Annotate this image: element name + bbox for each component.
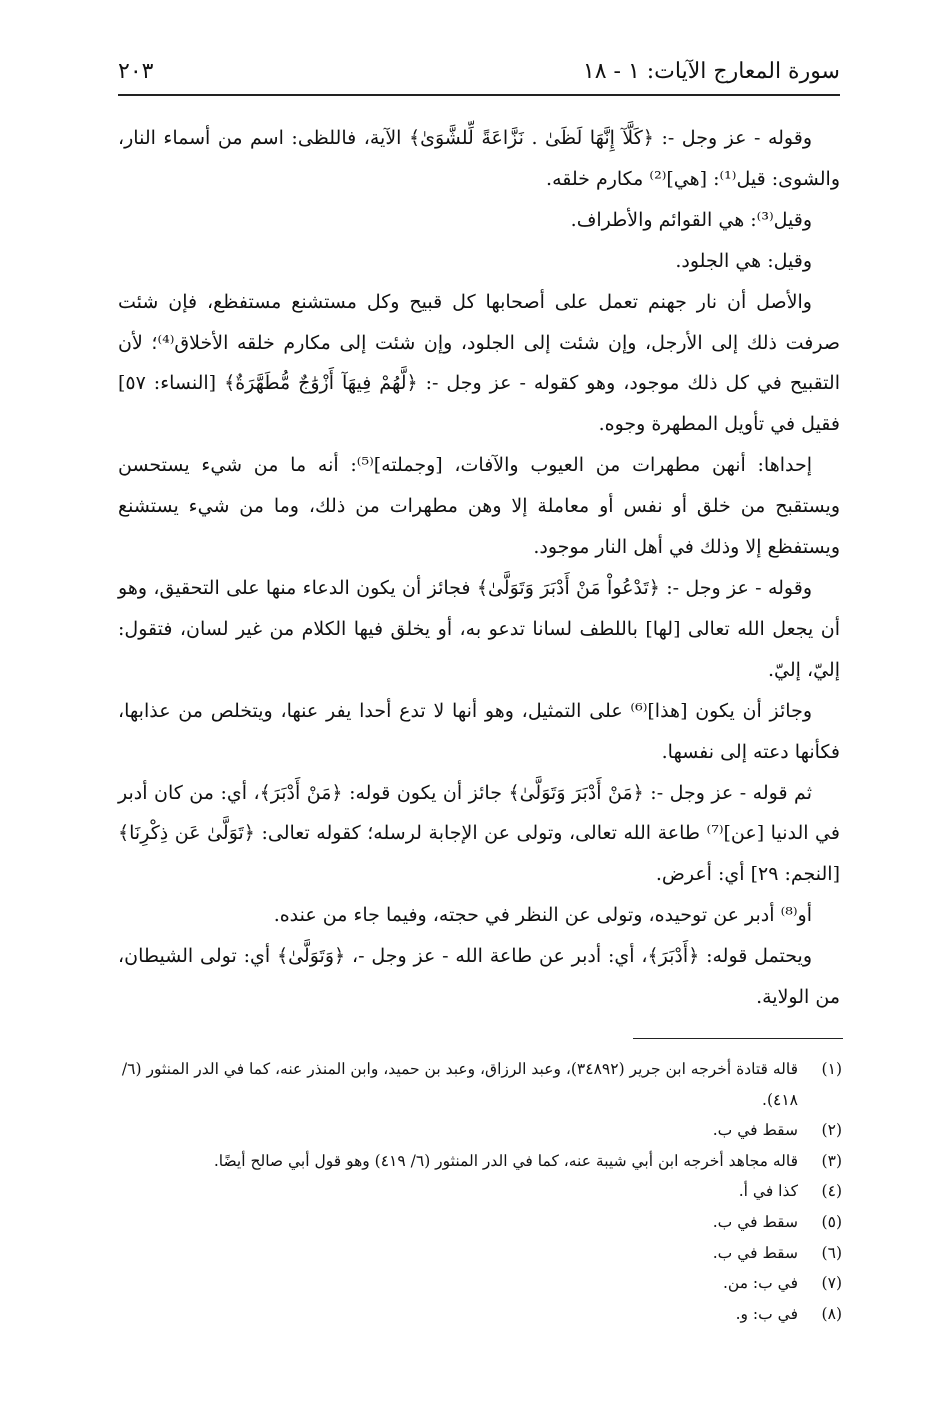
footnote-text: سقط في ب. <box>712 1212 798 1231</box>
paragraph: والأصل أن نار جهنم تعمل على أصحابها كل قبيح وكل مستشنع مستفظع، فإن شئت صرفت ذلك إلى الأرجل، وإن شئت إلى الجلود، وإن شئت إلى مكارم خلقه الأخلاق⁽⁴⁾؛ لأن التقبيح في كل ذلك موجود، وهو كقوله - عز وجل -: ﴿لَّهُمْ فِيهَآ أَزْوَٰجٌ مُّطَهَّرَةٌ﴾ [النساء: ٥٧] فقيل في تأويل المطهرة وجوه. <box>118 290 840 436</box>
main-text <box>118 118 840 1018</box>
footnote <box>118 1299 842 1330</box>
paragraph: وجائز أن يكون [هذا]⁽⁶⁾ على التمثيل، وهو أنها لا تدع أحدا يفر عنها، ويتخلص من عذابها، فكأنها دعته إلى نفسها. <box>118 699 840 763</box>
footnote <box>118 1054 842 1115</box>
paragraph: إحداها: أنهن مطهرات من العيوب والآفات، [وجملته]⁽⁵⁾: أنه ما من شيء يستحسن ويستقبح من خلق أو نفس أو معاملة إلا وهن مطهرات من ذلك، وما من شيء يستشنع ويستفظع إلا وذلك في أهل النار موجود. <box>118 454 840 559</box>
paragraph: وقيل⁽³⁾: هي القوائم والأطراف. <box>570 208 812 231</box>
paragraph: ثم قوله - عز وجل -: ﴿مَنْ أَدْبَرَ وَتَوَلَّىٰ﴾ جائز أن يكون قوله: ﴿مَنْ أَدْبَرَ﴾، أي: من كان أدبر في الدنيا [عن]⁽⁷⁾ طاعة الله تعالى، وتولى عن الإجابة لرسله؛ كقوله تعالى: ﴿تَوَلَّىٰ عَن ذِكْرِنَا﴾ [النجم: ٢٩] أي: أعرض. <box>118 781 840 886</box>
footnote <box>118 1115 842 1146</box>
footnote <box>118 1238 842 1269</box>
running-header <box>118 54 840 96</box>
footnote <box>118 1207 842 1238</box>
footnote-text: قاله مجاهد أخرجه ابن أبي شيبة عنه، كما في الدر المنثور (٦/ ٤١٩) وهو قول أبي صالح أيضًا. <box>213 1151 798 1170</box>
footnote <box>118 1176 842 1207</box>
footnote-number: (٧) <box>821 1274 842 1293</box>
footnote-text: في ب: من. <box>722 1274 798 1293</box>
footnotes <box>118 1054 842 1329</box>
paragraph: وقيل: هي الجلود. <box>675 249 812 272</box>
footnote-number: (٥) <box>821 1212 842 1231</box>
footnote-text: سقط في ب. <box>712 1121 798 1140</box>
footnote-number: (٢) <box>821 1121 842 1140</box>
page-number: ٢٠٣ <box>118 59 154 84</box>
paragraph: وقوله - عز وجل -: ﴿كَلَّآ إِنَّهَا لَظَىٰ . نَزَّاعَةً لِّلشَّوَىٰ﴾ الآية، فاللظى: اسم من أسماء النار، والشوى: قيل⁽¹⁾: [هي]⁽²⁾ مكارم خلقه. <box>118 127 840 190</box>
running-title: سورة المعارج الآيات: ١ - ١٨ <box>582 59 840 84</box>
footnote-number: (٦) <box>821 1243 842 1262</box>
footnote-number: (٨) <box>821 1304 842 1323</box>
footnote-number: (٣) <box>821 1151 842 1170</box>
footnote-text: كذا في أ. <box>738 1182 798 1201</box>
paragraph: أو⁽⁸⁾ أدبر عن توحيده، وتولى عن النظر في حجته، وفيما جاء من عنده. <box>273 904 812 927</box>
footnote <box>118 1268 842 1299</box>
paragraph: ويحتمل قوله: ﴿أَدْبَرَ﴾، أي: أدبر عن طاعة الله - عز وجل -، ﴿وَتَوَلَّىٰ﴾ أي: تولى الشيطان، من الولاية. <box>118 945 840 1009</box>
footnote-number: (١) <box>821 1060 842 1078</box>
footnote-separator <box>633 1038 843 1039</box>
footnote-number: (٤) <box>821 1182 842 1201</box>
paragraph: وقوله - عز وجل -: ﴿تَدْعُواْ مَنْ أَدْبَرَ وَتَوَلَّىٰ﴾ فجائز أن يكون الدعاء منها على التحقيق، وهو أن يجعل الله تعالى [لها] باللطف لسانا تدعو به، أو يخلق فيها الكلام من غير لسان، فتقول: إليّ، إليّ. <box>118 576 840 681</box>
footnote <box>118 1146 842 1177</box>
footnote-text: سقط في ب. <box>712 1243 798 1262</box>
footnote-text: في ب: و. <box>735 1304 798 1323</box>
footnote-text: قاله قتادة أخرجه ابن جرير (٣٤٨٩٢)، وعبد الرزاق، وعبد بن حميد، وابن المنذر عنه، كما في الدر المنثور (٦/ ٤١٨). <box>121 1060 798 1109</box>
